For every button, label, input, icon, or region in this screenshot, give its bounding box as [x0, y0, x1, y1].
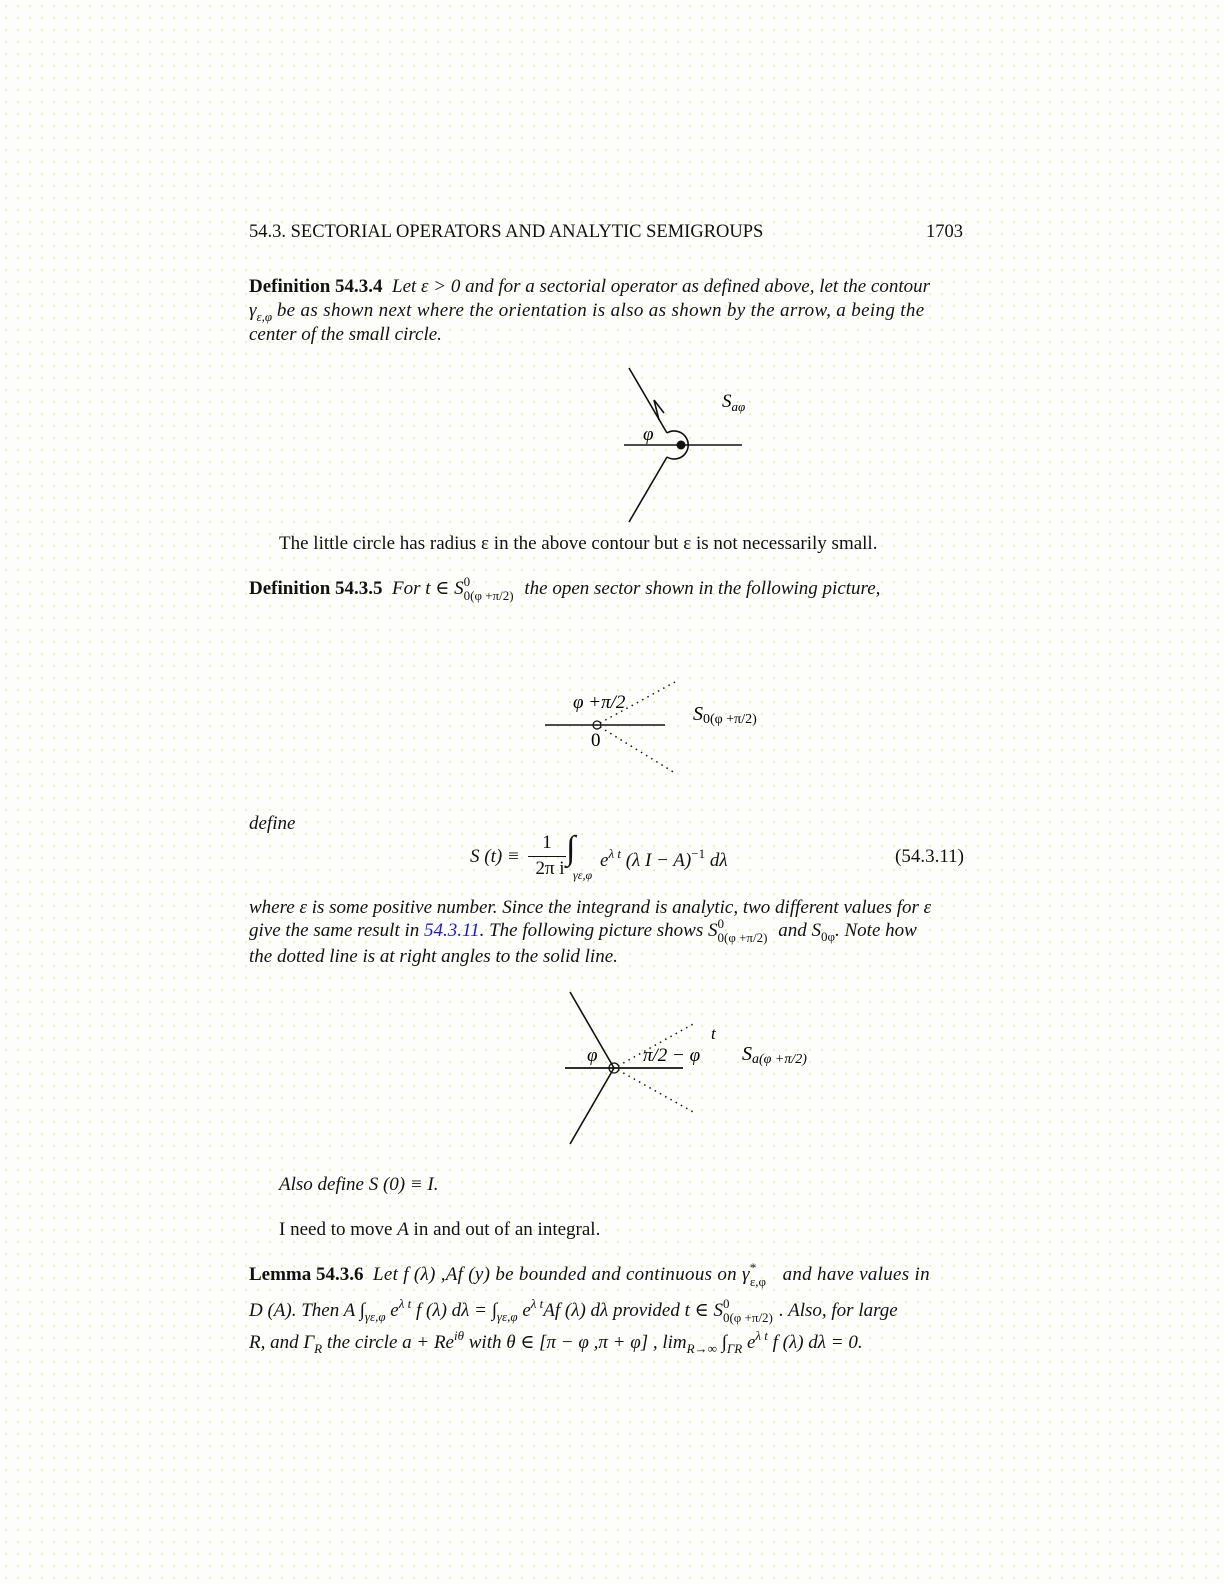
sector-label: Sa(φ +π/2): [742, 1043, 807, 1067]
define-word: define: [249, 813, 296, 834]
definition-text: For t ∈ S: [392, 578, 464, 599]
subscript: 0φ: [820, 929, 835, 944]
angle-label: φ: [643, 424, 654, 445]
open-sector-figure: [530, 665, 790, 785]
subscript: R: [314, 1341, 323, 1356]
definition-54-3-4-line-3: [249, 323, 963, 347]
text: e: [746, 1332, 756, 1353]
remark: The little circle has radius ε in the above contour but ε is not necessarily small.: [279, 533, 878, 554]
definition-text: center of the small circle.: [249, 324, 442, 345]
sector-label: S0(φ +π/2): [693, 703, 757, 727]
lemma-line-1: [249, 1260, 963, 1289]
superscript: 0: [717, 916, 724, 931]
text: with θ ∈ [π − φ ,π + φ] , lim: [468, 1332, 687, 1353]
superscript: λ t: [530, 1296, 544, 1311]
fraction-bar: [528, 856, 566, 857]
lower-dotted-ray: [618, 1070, 695, 1113]
text: and S: [778, 920, 821, 941]
superscript: iθ: [454, 1328, 464, 1343]
integrand: $e^{\lambda t}$ (λ I − A)$^{-1}$ dλ: [600, 846, 728, 871]
angle-label: φ +π/2: [573, 692, 626, 713]
paragraph-line-3: the dotted line is at right angles to the solid line.: [249, 946, 618, 967]
text: Af (λ) dλ provided t ∈ S: [543, 1300, 723, 1321]
text: e: [390, 1300, 399, 1321]
sector-comparison-figure: [550, 980, 830, 1150]
origin-label: 0: [591, 730, 601, 751]
subscript: R→∞: [686, 1341, 717, 1356]
contour-figure: [600, 360, 780, 530]
center-point: [677, 441, 686, 450]
lemma-line-3: [249, 1324, 963, 1361]
subscript: 0(φ +π/2): [722, 1310, 773, 1325]
subscript: 0(φ +π/2): [463, 588, 514, 603]
gamma-star-script: [749, 1260, 778, 1289]
text: give the same result in: [249, 920, 420, 941]
equation-lhs: S (t) ≡: [470, 846, 520, 867]
sector-label: $S_{a\varphi}$: [722, 391, 746, 414]
definition-text: Let ε > 0 and for a sectorial operator as defined above, let the contour: [392, 276, 931, 297]
fraction-denominator: 2π i: [535, 858, 565, 879]
lemma-label: Lemma 54.3.6: [249, 1264, 364, 1285]
text: f (λ) dλ = 0.: [772, 1332, 863, 1353]
text: R, and Γ: [249, 1332, 315, 1353]
sector-symbol: [717, 916, 773, 945]
lower-ray: [570, 1068, 614, 1144]
text: and have values in: [782, 1264, 930, 1285]
superscript: *: [749, 1260, 757, 1275]
orientation-arrow-icon: [654, 400, 664, 420]
angle-label-complement: π/2 − φ: [643, 1045, 701, 1066]
fraction-numerator: 1: [542, 832, 552, 853]
text: f (λ) dλ = ∫: [415, 1300, 497, 1321]
integral-sign: ∫: [566, 830, 576, 867]
text: . The following picture shows S: [479, 920, 718, 941]
definition-label: Definition 54.3.4: [249, 276, 383, 297]
equation-link[interactable]: 54.3.11: [424, 920, 480, 941]
text: the circle a + Re: [326, 1332, 454, 1353]
move-note: [279, 1218, 993, 1242]
t-label: t: [711, 1024, 716, 1043]
text: D (A). Then A ∫: [249, 1300, 365, 1321]
sector-symbol: [722, 1296, 779, 1325]
equation-54-3-11: [470, 832, 964, 888]
section-title: 54.3. SECTORIAL OPERATORS AND ANALYTIC SEMIGROUPS: [249, 222, 764, 242]
definition-text: the open sector shown in the following picture,: [524, 578, 881, 599]
definition-54-3-4-line-1: [249, 275, 963, 299]
text: Let f (λ) ,Af (y) be bounded and continuous on γ: [373, 1264, 750, 1285]
variable: A: [397, 1219, 409, 1240]
also-define: Also define S (0) ≡ I.: [279, 1174, 439, 1195]
text: I need to move: [279, 1219, 393, 1240]
text: ∫: [721, 1332, 727, 1353]
definition-label: Definition 54.3.5: [249, 578, 383, 599]
text: . Note how: [835, 920, 917, 941]
text: in and out of an integral.: [413, 1219, 601, 1240]
subscript: γε,φ: [364, 1309, 386, 1324]
text: e: [522, 1300, 531, 1321]
gamma-subscript: ε,φ: [256, 309, 273, 324]
subscript: γε,φ: [496, 1309, 518, 1324]
subscript: ΓR: [726, 1341, 743, 1356]
running-header: [249, 220, 963, 244]
superscript: λ t: [755, 1328, 768, 1343]
subscript: 0(φ +π/2): [717, 930, 768, 945]
integral-subscript: γε,φ: [573, 868, 593, 882]
page-number: 1703: [926, 222, 963, 242]
text: . Also, for large: [778, 1300, 898, 1321]
superscript: λ t: [398, 1296, 412, 1311]
equation-number: (54.3.11): [895, 846, 964, 867]
subscript: ε,φ: [749, 1274, 767, 1289]
superscript: 0: [722, 1296, 730, 1311]
superscript: 0: [463, 574, 471, 589]
lower-ray: [629, 457, 667, 522]
sector-symbol: [463, 574, 520, 603]
gamma-symbol: γ: [249, 300, 257, 321]
lower-dotted-ray: [600, 727, 675, 773]
definition-54-3-5: [249, 574, 963, 603]
paragraph-line-1: where ε is some positive number. Since the integrand is analytic, two different values for ε: [249, 897, 932, 918]
angle-label-phi: φ: [587, 1045, 598, 1066]
definition-text: be as shown next where the orientation is also as shown by the arrow, a being the: [276, 300, 925, 321]
